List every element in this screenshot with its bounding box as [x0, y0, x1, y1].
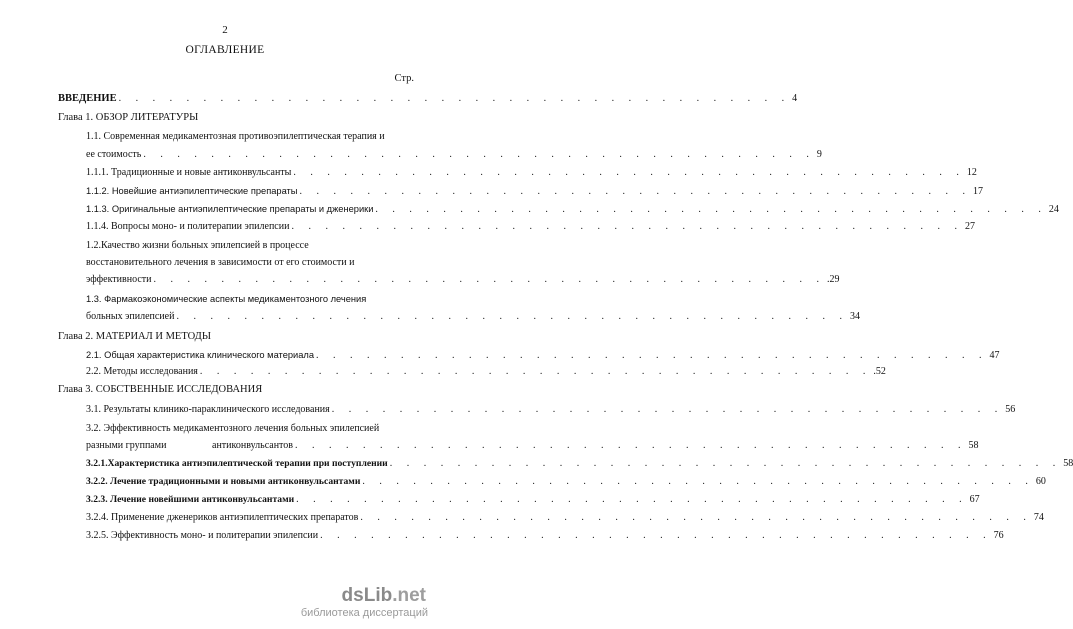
toc-entry-3-2-line2a: разными группами — [86, 440, 167, 451]
toc-entry-page: 67 — [969, 494, 980, 505]
toc-leader-dots: . . . . . . . . . . . . . . . . . . . . . . . . . . . . . . . . . . . . . . . . — [362, 476, 1034, 487]
toc-entry-page: 58 — [968, 440, 979, 451]
toc-entry-page: 58 — [1063, 458, 1073, 469]
toc-entry-1-3 — [86, 311, 860, 323]
toc-entry-label: 3.2.1.Характеристика антиэпилептической терапии при поступлении — [86, 458, 388, 469]
page-column-header: Стр. — [394, 73, 414, 84]
toc-entry-page: 27 — [964, 221, 975, 232]
toc-entry-3-2-5 — [86, 530, 1004, 542]
toc-entry-1-2-line2: восстановительного лечения в зависимости от его стоимости и — [86, 257, 355, 268]
toc-title: ОГЛАВЛЕНИЕ — [185, 44, 265, 56]
toc-entry-3-2 — [212, 440, 979, 452]
toc-entry-label: 3.2.5. Эффективность моно- и политерапии эпилепсии — [86, 530, 319, 541]
toc-leader-dots: . . . . . . . . . . . . . . . . . . . . . . . . . . . . . . . . . . . . . . . . — [291, 221, 963, 232]
toc-leader-dots: . . . . . . . . . . . . . . . . . . . . . . . . . . . . . . . . . . . . . . . . — [176, 311, 848, 322]
toc-leader-dots: . . . . . . . . . . . . . . . . . . . . . . . . . . . . . . . . . . . . . . . . — [199, 366, 872, 377]
toc-entry-3-2-line1: 3.2. Эффективность медикаментозного лечения больных эпилепсией — [86, 423, 380, 434]
toc-entry-1-1 — [86, 149, 822, 161]
toc-leader-dots: . . . . . . . . . . . . . . . . . . . . . . . . . . . . . . . . . . . . . . . . — [293, 167, 965, 178]
toc-entry-1-1-1 — [86, 167, 977, 179]
toc-entry-label: 2.2. Методы исследования — [86, 366, 198, 377]
toc-leader-dots: . . . . . . . . . . . . . . . . . . . . . . . . . . . . . . . . . . . . . . . . — [320, 530, 992, 541]
toc-entry-label: больных эпилепсией — [86, 311, 175, 322]
toc-entry-1-1-line1: 1.1. Современная медикаментозная противоэпилептическая терапия и — [86, 131, 385, 142]
toc-leader-dots: . . . . . . . . . . . . . . . . . . . . . . . . . . . . . . . . . . . . . . . . — [153, 274, 826, 285]
toc-entry-2-2 — [86, 366, 886, 378]
toc-entry-1-3-line1: 1.3. Фармакоэкономические аспекты медикаментозного лечения — [86, 294, 367, 304]
toc-entry-3-1 — [86, 404, 1016, 416]
toc-entry-intro — [58, 93, 798, 105]
toc-entry-page: 9 — [816, 149, 822, 160]
toc-entry-page: 34 — [849, 311, 860, 322]
toc-entry-page: 76 — [993, 530, 1004, 541]
toc-entry-label: 1.1.2. Новейшие антиэпилептические препараты — [86, 186, 298, 196]
toc-entry-label: 3.1. Результаты клинико-параклинического исследования — [86, 404, 330, 415]
watermark-logo-tld: .net — [392, 585, 426, 606]
toc-entry-page: 17 — [972, 186, 983, 197]
toc-entry-page: 4 — [792, 93, 798, 104]
toc-entry-label: ВВЕДЕНИЕ — [58, 93, 117, 104]
toc-leader-dots: . . . . . . . . . . . . . . . . . . . . . . . . . . . . . . . . . . . . . . . . — [296, 494, 968, 505]
toc-entry-label: 2.1. Общая характеристика клинического материала — [86, 350, 314, 360]
toc-entry-page: 12 — [966, 167, 977, 178]
toc-entry-page: .29 — [827, 274, 840, 285]
toc-leader-dots: . . . . . . . . . . . . . . . . . . . . . . . . . . . . . . . . . . . . . . . . — [389, 458, 1062, 469]
toc-leader-dots: . . . . . . . . . . . . . . . . . . . . . . . . . . . . . . . . . . . . . . . . — [360, 512, 1032, 523]
toc-leader-dots: . . . . . . . . . . . . . . . . . . . . . . . . . . . . . . . . . . . . . . . . — [143, 149, 815, 160]
toc-entry-label: 1.1.1. Традиционные и новые антиконвульсанты — [86, 167, 292, 178]
chapter-2-heading: Глава 2. МАТЕРИАЛ И МЕТОДЫ — [58, 331, 211, 342]
chapter-1-heading: Глава 1. ОБЗОР ЛИТЕРАТУРЫ — [58, 112, 199, 123]
toc-entry-3-2-1 — [86, 458, 1073, 470]
toc-leader-dots: . . . . . . . . . . . . . . . . . . . . . . . . . . . . . . . . . . . . . . . . — [375, 204, 1047, 215]
toc-entry-page: 24 — [1048, 204, 1059, 215]
toc-entry-label: 1.1.4. Вопросы моно- и политерапии эпилепсии — [86, 221, 290, 232]
toc-leader-dots: . . . . . . . . . . . . . . . . . . . . . . . . . . . . . . . . . . . . . . . . — [295, 440, 967, 451]
toc-entry-label: антиконвульсантов — [212, 440, 294, 451]
watermark-subtitle: библиотека диссертаций — [300, 607, 428, 619]
toc-entry-1-1-3 — [86, 203, 1059, 216]
toc-leader-dots: . . . . . . . . . . . . . . . . . . . . . . . . . . . . . . . . . . . . . . . . — [299, 186, 971, 197]
toc-entry-3-2-4 — [86, 512, 1044, 524]
watermark-logo-main: dsLib — [341, 585, 393, 606]
toc-entry-label: 3.2.2. Лечение традиционными и новыми антиконвульсантами — [86, 476, 361, 487]
toc-entry-2-1 — [86, 349, 1000, 362]
toc-entry-label: 1.1.3. Оригинальные антиэпилептические препараты и дженерики — [86, 204, 374, 214]
toc-leader-dots: . . . . . . . . . . . . . . . . . . . . . . . . . . . . . . . . . . . . . . . . — [316, 350, 988, 361]
toc-entry-label: ее стоимость — [86, 149, 142, 160]
toc-entry-1-1-2 — [86, 185, 983, 198]
watermark-logo — [342, 585, 426, 607]
toc-entry-1-2-line1: 1.2.Качество жизни больных эпилепсией в процессе — [86, 240, 309, 251]
toc-entry-page: 47 — [989, 350, 1000, 361]
toc-entry-label: эффективности — [86, 274, 152, 285]
page-number: 2 — [222, 24, 228, 36]
toc-entry-label: 3.2.4. Применение дженериков антиэпилептических препаратов — [86, 512, 359, 523]
toc-leader-dots: . . . . . . . . . . . . . . . . . . . . . . . . . . . . . . . . . . . . . . . . — [331, 404, 1004, 415]
toc-entry-page: .52 — [873, 366, 886, 377]
toc-leader-dots: . . . . . . . . . . . . . . . . . . . . . . . . . . . . . . . . . . . . . . . . — [118, 93, 791, 104]
toc-entry-3-2-2 — [86, 476, 1046, 488]
toc-entry-page: 74 — [1033, 512, 1044, 523]
toc-entry-1-1-4 — [86, 221, 975, 233]
toc-entry-1-2 — [86, 274, 840, 286]
toc-entry-3-2-3 — [86, 494, 980, 506]
chapter-3-heading: Глава 3. СОБСТВЕННЫЕ ИССЛЕДОВАНИЯ — [58, 384, 263, 395]
toc-entry-label: 3.2.3. Лечение новейшими антиконвульсантами — [86, 494, 295, 505]
toc-entry-page: 56 — [1005, 404, 1016, 415]
toc-entry-page: 60 — [1035, 476, 1046, 487]
